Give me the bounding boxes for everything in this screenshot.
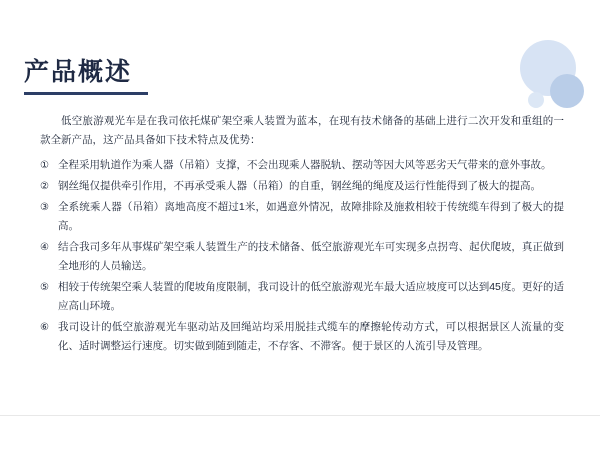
list-item-text: 我司设计的低空旅游观光车驱动站及回绳站均采用脱挂式缆车的摩擦轮传动方式，可以根据景区人流量的变化、适时调整运行速度。切实做到随到随走，不存客、不滞客。便于景区的人流引导及管理。 (58, 321, 564, 352)
decorative-circle-small (528, 92, 544, 108)
list-item (40, 198, 564, 236)
intro-paragraph: 低空旅游观光车是在我司依托煤矿架空乘人装置为蓝本，在现有技术储备的基础上进行二次开发和重组的一款全新产品，这产品具备如下技术特点及优势： (40, 115, 564, 146)
decorative-circle-large (520, 40, 576, 96)
footer-divider (0, 415, 600, 416)
list-marker: ④ (40, 242, 49, 253)
list-item-text: 相较于传统架空乘人装置的爬坡角度限制，我司设计的低空旅游观光车最大适应坡度可以达到45度。更好的适应高山环境。 (58, 281, 564, 312)
list-marker: ⑤ (40, 282, 49, 293)
list-marker: ③ (40, 202, 49, 213)
content-body (40, 112, 564, 358)
list-item-text: 全程采用轨道作为乘人器（吊箱）支撑，不会出现乘人器脱轨、摆动等因大风等恶劣天气带来的意外事故。 (58, 159, 552, 171)
page-title: 产品概述 (24, 57, 133, 86)
decorative-circle-medium (550, 74, 584, 108)
list-item-text: 钢丝绳仅提供牵引作用，不再承受乘人器（吊箱）的自重，钢丝绳的绳度及运行性能得到了极大的提高。 (58, 180, 541, 192)
list-item (40, 156, 564, 175)
list-item (40, 318, 564, 356)
list-marker: ⑥ (40, 322, 49, 333)
list-item (40, 278, 564, 316)
list-item-text: 全系统乘人器（吊箱）离地高度不超过1米，如遇意外情况，故障排除及施救相较于传统缆车得到了极大的提高。 (58, 201, 564, 232)
title-underline (24, 92, 148, 95)
feature-list (40, 156, 564, 356)
list-marker: ② (40, 181, 49, 192)
list-item (40, 177, 564, 196)
list-marker: ① (40, 160, 49, 171)
list-item (40, 238, 564, 276)
list-item-text: 结合我司多年从事煤矿架空乘人装置生产的技术储备、低空旅游观光车可实现多点拐弯、起伏爬坡，真正做到全地形的人员输送。 (58, 241, 564, 272)
